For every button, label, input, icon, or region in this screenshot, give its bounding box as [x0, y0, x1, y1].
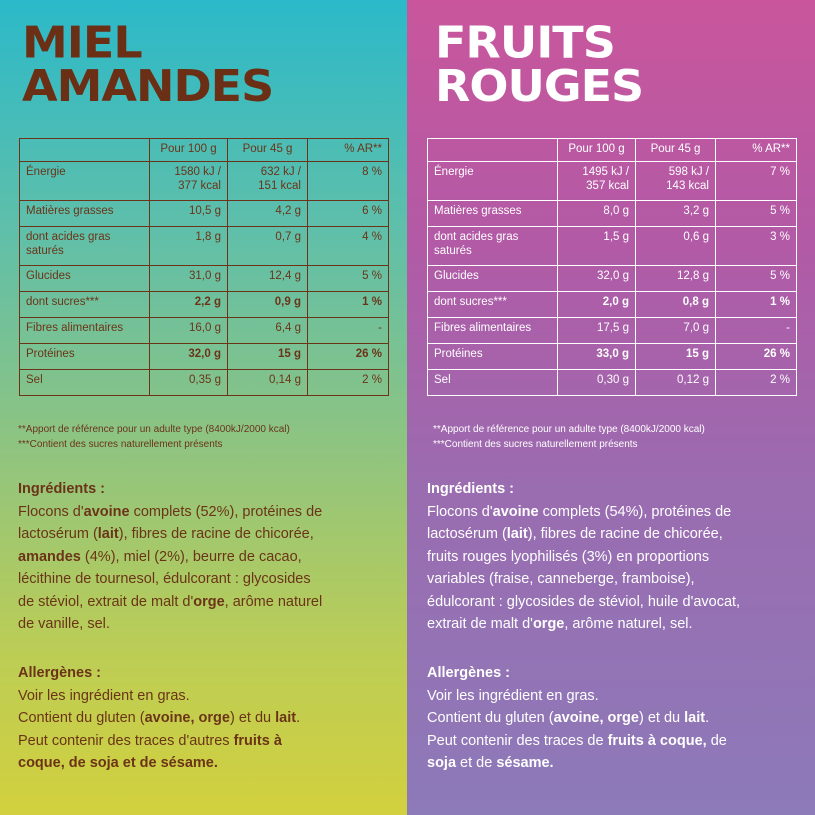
text-segment: édulcorant : glycosides de stéviol, huile d'avocat, — [427, 593, 741, 610]
value-ar: 3 % — [716, 227, 797, 266]
ingredients-heading: Ingrédients : — [18, 481, 106, 497]
text-segment: complets (54%), protéines de — [538, 503, 732, 520]
text-segment: lécithine de tournesol, édulcorant : glycosides — [18, 571, 311, 587]
table-row — [20, 162, 389, 201]
table-row — [20, 344, 389, 370]
value-per-100g: 17,5 g — [558, 318, 636, 344]
ingredients-line — [18, 568, 393, 591]
text-segment: lactosérum ( — [427, 526, 507, 542]
value-per-45g: 0,7 g — [228, 227, 308, 266]
value-per-100g: 31,0 g — [150, 266, 228, 292]
text-segment: , arôme naturel — [224, 593, 323, 610]
text-segment: Contient du gluten ( — [427, 710, 554, 726]
ingredients-line — [427, 568, 807, 591]
footnote-sugars: ***Contient des sucres naturellement présents — [18, 439, 223, 450]
header-ar: % AR** — [308, 139, 389, 162]
value-per-100g: 2,2 g — [150, 292, 228, 318]
ingredients-line — [18, 591, 393, 614]
table-row — [20, 201, 389, 227]
row-label: dont sucres*** — [428, 292, 558, 318]
bold-text: lait — [275, 710, 297, 726]
footnote-sugars: ***Contient des sucres naturellement présents — [433, 439, 638, 450]
header-empty — [428, 139, 558, 162]
nutrition-table — [427, 138, 797, 396]
text-segment: Flocons d' — [18, 503, 84, 520]
value-per-100g: 1,8 g — [150, 227, 228, 266]
value-ar: 5 % — [716, 201, 797, 227]
bold-text: avoine, orge — [553, 710, 639, 726]
table-row — [428, 162, 797, 201]
value-per-100g: 32,0 g — [558, 266, 636, 292]
bold-text: orge — [193, 593, 225, 610]
text-segment: Voir les ingrédient en gras. — [18, 687, 190, 704]
table-row — [428, 201, 797, 227]
ingredients-line — [427, 591, 807, 614]
text-segment: . — [705, 710, 710, 726]
nutrition-table — [19, 138, 389, 396]
bold-text: fruits à coque, — [607, 732, 707, 749]
ingredients-line — [427, 523, 807, 546]
table-row — [20, 292, 389, 318]
bold-text: soja — [427, 755, 457, 771]
value-per-45g: 7,0 g — [636, 318, 716, 344]
ingredients-section — [427, 478, 807, 636]
value-ar: 5 % — [308, 266, 389, 292]
allergens-heading: Allergènes : — [427, 665, 510, 681]
value-ar: 2 % — [308, 370, 389, 396]
value-ar: 1 % — [716, 292, 797, 318]
allergens-text — [427, 685, 807, 775]
value-ar: 7 % — [716, 162, 797, 201]
text-segment: de — [706, 732, 727, 749]
table-row — [428, 227, 797, 266]
value-per-45g: 15 g — [636, 344, 716, 370]
value-per-45g: 0,6 g — [636, 227, 716, 266]
ingredients-heading: Ingrédients : — [427, 481, 515, 497]
header-per-45g: Pour 45 g — [636, 139, 716, 162]
value-per-45g: 0,12 g — [636, 370, 716, 396]
text-segment: de vanille, sel. — [18, 616, 110, 632]
value-per-45g: 0,9 g — [228, 292, 308, 318]
ingredients-line — [18, 523, 393, 546]
value-per-45g: 3,2 g — [636, 201, 716, 227]
ingredients-section — [18, 478, 393, 636]
value-per-100g: 1495 kJ / 357 kcal — [558, 162, 636, 201]
row-label: Fibres alimentaires — [428, 318, 558, 344]
title-line-2: AMANDES — [22, 60, 274, 112]
value-per-100g: 1580 kJ / 377 kcal — [150, 162, 228, 201]
table-row — [20, 266, 389, 292]
table-row — [428, 318, 797, 344]
value-ar: - — [716, 318, 797, 344]
row-label: dont acides gras saturés — [428, 227, 558, 266]
text-segment: ) et du — [229, 710, 276, 726]
value-ar: - — [308, 318, 389, 344]
ingredients-line — [18, 501, 393, 524]
value-per-45g: 0,14 g — [228, 370, 308, 396]
allergens-line — [18, 752, 393, 775]
value-per-45g: 0,8 g — [636, 292, 716, 318]
row-label: Sel — [20, 370, 150, 396]
value-ar: 26 % — [308, 344, 389, 370]
row-label: Matières grasses — [428, 201, 558, 227]
text-segment: complets (52%), protéines de — [129, 503, 323, 520]
allergens-section — [18, 662, 393, 775]
header-per-45g: Pour 45 g — [228, 139, 308, 162]
row-label: dont sucres*** — [20, 292, 150, 318]
bold-text: amandes — [18, 548, 81, 565]
text-segment: Peut contenir des traces d'autres — [18, 732, 234, 749]
text-segment: ), fibres de racine de chicorée, — [118, 526, 314, 542]
allergens-section — [427, 662, 807, 775]
product-title — [22, 16, 274, 112]
value-per-100g: 10,5 g — [150, 201, 228, 227]
allergens-line — [18, 685, 393, 708]
text-segment: Voir les ingrédient en gras. — [427, 687, 599, 704]
footnotes — [433, 422, 705, 452]
title-line-1: FRUITS — [435, 16, 615, 68]
bold-text: avoine, orge — [144, 710, 230, 726]
allergens-line — [427, 707, 807, 730]
value-per-100g: 0,35 g — [150, 370, 228, 396]
text-segment: de stéviol, extrait de malt d' — [18, 593, 194, 610]
bold-text: avoine — [492, 503, 539, 520]
value-ar: 8 % — [308, 162, 389, 201]
ingredients-line — [427, 501, 807, 524]
text-segment: ) et du — [638, 710, 685, 726]
value-per-45g: 12,4 g — [228, 266, 308, 292]
value-per-45g: 15 g — [228, 344, 308, 370]
value-per-100g: 2,0 g — [558, 292, 636, 318]
ingredients-line — [18, 613, 393, 636]
row-label: Fibres alimentaires — [20, 318, 150, 344]
bold-text: lait — [97, 526, 119, 542]
header-per-100g: Pour 100 g — [150, 139, 228, 162]
table-row — [428, 370, 797, 396]
text-segment: ), fibres de racine de chicorée, — [527, 526, 723, 542]
text-segment: , arôme naturel, sel. — [564, 616, 693, 632]
text-segment: Contient du gluten ( — [18, 710, 145, 726]
value-per-100g: 8,0 g — [558, 201, 636, 227]
allergens-line — [18, 707, 393, 730]
value-per-100g: 32,0 g — [150, 344, 228, 370]
panel-miel-amandes — [0, 0, 407, 815]
table-row — [20, 227, 389, 266]
text-segment: . — [296, 710, 301, 726]
value-ar: 4 % — [308, 227, 389, 266]
value-ar: 5 % — [716, 266, 797, 292]
allergens-heading: Allergènes : — [18, 665, 101, 681]
value-ar: 26 % — [716, 344, 797, 370]
product-title — [435, 16, 644, 112]
row-label: Énergie — [20, 162, 150, 201]
header-per-100g: Pour 100 g — [558, 139, 636, 162]
row-label: Sel — [428, 370, 558, 396]
table-row — [428, 292, 797, 318]
table-row — [20, 370, 389, 396]
value-per-100g: 16,0 g — [150, 318, 228, 344]
text-segment: Flocons d' — [427, 503, 493, 520]
table-row — [428, 266, 797, 292]
ingredients-line — [427, 613, 807, 636]
value-per-100g: 33,0 g — [558, 344, 636, 370]
row-label: Protéines — [20, 344, 150, 370]
row-label: Glucides — [428, 266, 558, 292]
value-per-100g: 1,5 g — [558, 227, 636, 266]
value-ar: 2 % — [716, 370, 797, 396]
value-per-45g: 4,2 g — [228, 201, 308, 227]
ingredients-line — [427, 546, 807, 569]
row-label: Énergie — [428, 162, 558, 201]
footnote-reference: **Apport de référence pour un adulte type (8400kJ/2000 kcal) — [18, 424, 290, 435]
row-label: Matières grasses — [20, 201, 150, 227]
bold-text: orge — [532, 616, 565, 632]
allergens-line — [427, 730, 807, 753]
footnotes — [18, 422, 290, 452]
header-empty — [20, 139, 150, 162]
ingredients-text — [18, 501, 393, 636]
bold-text: lait — [506, 526, 528, 542]
text-segment: lactosérum ( — [18, 526, 98, 542]
ingredients-line — [18, 546, 393, 569]
value-per-45g: 632 kJ / 151 kcal — [228, 162, 308, 201]
value-per-45g: 12,8 g — [636, 266, 716, 292]
table-row — [428, 344, 797, 370]
bold-text: lait — [684, 710, 706, 726]
text-segment: (4%), miel (2%), beurre de cacao, — [80, 548, 302, 565]
table-row — [20, 318, 389, 344]
row-label: dont acides gras saturés — [20, 227, 150, 266]
footnote-reference: **Apport de référence pour un adulte type (8400kJ/2000 kcal) — [433, 424, 705, 435]
allergens-line — [427, 752, 807, 775]
text-segment: Peut contenir des traces de — [427, 732, 608, 749]
value-per-45g: 598 kJ / 143 kcal — [636, 162, 716, 201]
text-segment: variables (fraise, canneberge, framboise), — [427, 571, 695, 587]
title-line-1: MIEL — [22, 16, 142, 68]
text-segment: extrait de malt d' — [427, 616, 533, 632]
ingredients-text — [427, 501, 807, 636]
row-label: Glucides — [20, 266, 150, 292]
bold-text: avoine — [83, 503, 130, 520]
value-ar: 6 % — [308, 201, 389, 227]
row-label: Protéines — [428, 344, 558, 370]
bold-text: sésame. — [496, 755, 554, 771]
value-per-45g: 6,4 g — [228, 318, 308, 344]
header-ar: % AR** — [716, 139, 797, 162]
bold-text: coque, de soja et de sésame. — [18, 755, 218, 771]
value-per-100g: 0,30 g — [558, 370, 636, 396]
value-ar: 1 % — [308, 292, 389, 318]
title-line-2: ROUGES — [435, 60, 644, 112]
allergens-text — [18, 685, 393, 775]
panel-fruits-rouges — [407, 0, 815, 815]
text-segment: fruits rouges lyophilisés (3%) en proportions — [427, 548, 710, 565]
text-segment: et de — [456, 755, 497, 771]
allergens-line — [427, 685, 807, 708]
bold-text: fruits à — [233, 732, 282, 749]
allergens-line — [18, 730, 393, 753]
